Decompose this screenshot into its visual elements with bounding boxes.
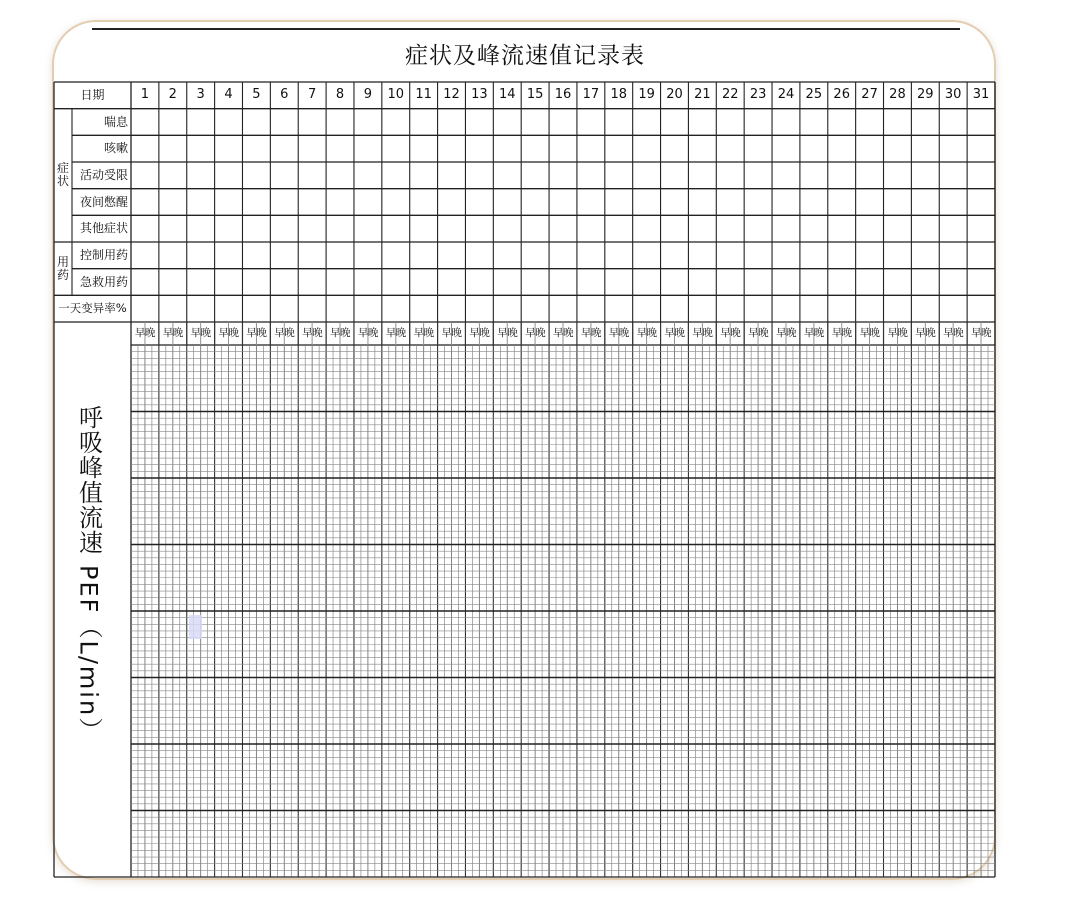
day-number: 5 xyxy=(252,87,261,102)
day-number: 9 xyxy=(363,87,373,102)
morning-evening-label: 早晚 xyxy=(246,327,267,339)
medication-group-label: 用药 xyxy=(56,254,69,282)
symptoms-group-label: 症状 xyxy=(56,161,69,189)
day-number: 7 xyxy=(308,87,317,102)
day-number: 24 xyxy=(777,87,795,102)
day-number: 10 xyxy=(387,87,405,102)
morning-evening-label: 早晚 xyxy=(525,327,546,339)
day-number: 25 xyxy=(805,87,823,102)
morning-evening-label: 早晚 xyxy=(330,327,351,339)
selected-cell-highlight xyxy=(189,615,202,639)
morning-evening-label: 早晚 xyxy=(162,327,183,339)
morning-evening-label: 早晚 xyxy=(664,327,685,339)
morning-evening-label: 早晚 xyxy=(803,327,824,339)
morning-evening-label: 早晚 xyxy=(497,327,518,339)
morning-evening-label: 早晚 xyxy=(887,327,908,339)
morning-evening-label: 早晚 xyxy=(441,327,462,339)
morning-evening-label: 早晚 xyxy=(134,327,155,339)
morning-evening-label: 早晚 xyxy=(720,327,741,339)
day-number: 15 xyxy=(526,87,544,102)
symptom-label: 活动受限 xyxy=(79,168,128,182)
day-number: 29 xyxy=(917,87,934,102)
morning-evening-label: 早晚 xyxy=(302,327,323,339)
day-number: 27 xyxy=(861,87,878,102)
symptom-label: 咳嗽 xyxy=(103,141,128,156)
morning-evening-label: 早晚 xyxy=(971,327,992,339)
day-number: 8 xyxy=(335,87,345,102)
day-number: 6 xyxy=(280,87,289,102)
morning-evening-label: 早晚 xyxy=(775,327,796,339)
day-number: 1 xyxy=(140,87,150,102)
morning-evening-label: 早晚 xyxy=(357,327,378,339)
day-number: 21 xyxy=(694,87,711,102)
morning-evening-label: 早晚 xyxy=(469,327,490,339)
day-number: 31 xyxy=(972,87,990,102)
pef-axis-label-latin: PEF（L/min） xyxy=(74,565,103,744)
morning-evening-label: 早晚 xyxy=(748,327,769,339)
day-number: 11 xyxy=(415,87,432,102)
morning-evening-label: 早晚 xyxy=(692,327,713,339)
pef-axis-label-cjk: 呼吸峰值流速 xyxy=(74,405,103,555)
morning-evening-label: 早晚 xyxy=(218,327,239,339)
page-title: 症状及峰流速值记录表 xyxy=(405,43,645,69)
medication-label: 控制用药 xyxy=(79,248,128,262)
morning-evening-label: 早晚 xyxy=(580,327,601,339)
variability-label: 一天变异率% xyxy=(58,301,127,316)
symptom-label: 夜间憋醒 xyxy=(79,194,128,209)
day-number: 20 xyxy=(666,87,683,102)
morning-evening-label: 早晚 xyxy=(915,327,936,339)
day-number: 23 xyxy=(749,87,767,102)
morning-evening-label: 早晚 xyxy=(552,327,573,339)
pef-axis-label xyxy=(62,405,114,751)
day-number: 26 xyxy=(833,87,850,102)
symptom-label: 其他症状 xyxy=(79,221,128,236)
symptom-label: 喘息 xyxy=(103,114,128,129)
morning-evening-label: 早晚 xyxy=(385,327,406,339)
date-header-label: 日期 xyxy=(80,88,105,102)
day-number: 30 xyxy=(944,87,962,102)
day-number: 17 xyxy=(582,87,600,102)
day-number: 12 xyxy=(443,87,460,102)
morning-evening-label: 早晚 xyxy=(943,327,964,339)
morning-evening-label: 早晚 xyxy=(831,327,852,339)
day-number: 4 xyxy=(224,87,233,102)
morning-evening-label: 早晚 xyxy=(859,327,880,339)
morning-evening-label: 早晚 xyxy=(274,327,295,339)
day-number: 19 xyxy=(638,87,655,102)
morning-evening-label: 早晚 xyxy=(190,327,211,339)
day-number: 16 xyxy=(554,87,572,102)
day-number: 2 xyxy=(168,87,177,102)
day-number: 14 xyxy=(498,87,516,102)
morning-evening-label: 早晚 xyxy=(413,327,434,339)
medication-label: 急救用药 xyxy=(79,274,128,289)
day-number: 13 xyxy=(471,87,488,102)
day-number: 22 xyxy=(721,87,739,102)
day-number: 18 xyxy=(610,87,627,102)
morning-evening-label: 早晚 xyxy=(608,327,629,339)
day-number: 3 xyxy=(196,87,205,102)
day-number: 28 xyxy=(889,87,906,102)
morning-evening-label: 早晚 xyxy=(636,327,657,339)
